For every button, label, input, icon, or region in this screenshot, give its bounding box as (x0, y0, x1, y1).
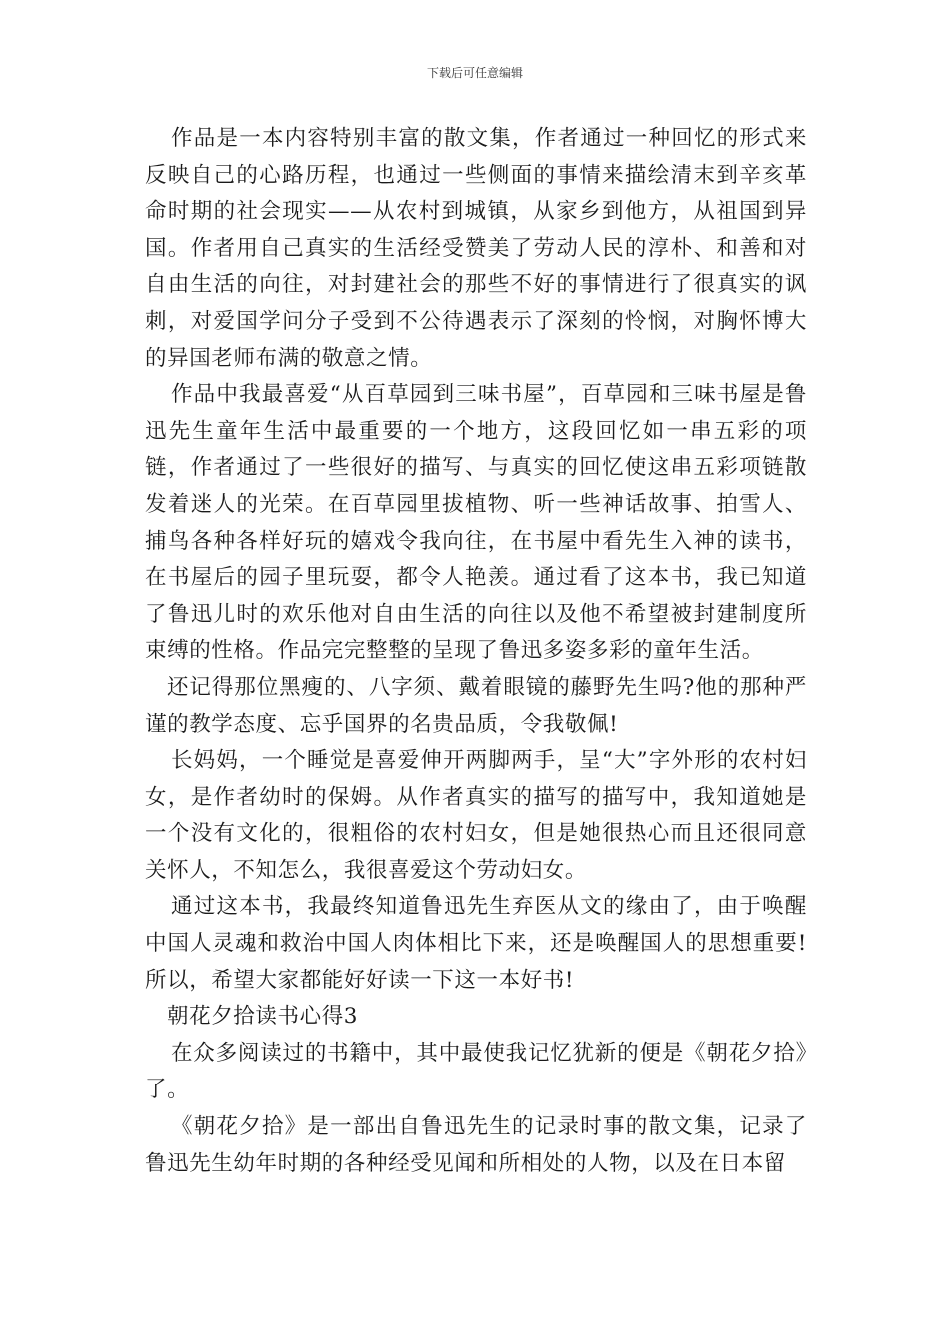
paragraph-changmama: 长妈妈，一个睡觉是喜爱伸开两脚两手，呈“大”字外形的农村妇女，是作者幼时的保姆。从作者真实的描写的描写中，我知道她是一个没有文化的，很粗俗的农村妇女，但是她很热心而且还很同意关怀人，不知怎么，我很喜爱这个劳动妇女。 (145, 748, 807, 883)
paragraph-section3-body: 《朝花夕拾》是一部出自鲁迅先生的记录时事的散文集，记录了鲁迅先生幼年时期的各种经受见闻和所相处的人物，以及在日本留 (145, 1114, 807, 1176)
section-heading: 朝花夕拾读书心得3 (167, 1004, 359, 1030)
paragraph-section3-intro: 在众多阅读过的书籍中，其中最使我记忆犹新的便是《朝花夕拾》了。 (145, 1040, 807, 1103)
paragraph-tengye: 还记得那位黑瘦的、八字须、戴着眼镜的藤野先生吗?他的那种严谨的教学态度、忘乎国界的名贵品质，令我敬佩! (145, 674, 807, 737)
document-body (145, 121, 807, 1182)
paragraph-baicaoyuan: 作品中我最喜爱“从百草园到三味书屋”，百草园和三味书屋是鲁迅先生童年生活中最重要的一个地方，这段回忆如一串五彩的项链，作者通过了一些很好的描写、与真实的回忆使这串五彩项链散发着迷人的光荣。在百草园里拔植物、听一些神话故事、拍雪人、捕鸟各种各样好玩的嬉戏令我向往，在书屋中看先生入神的读书，在书屋后的园子里玩耍，都令人艳羡。通过看了这本书，我已知道了鲁迅儿时的欢乐他对自由生活的向往以及他不希望被封建制度所束缚的性格。作品完完整整的呈现了鲁迅多姿多彩的童年生活。 (145, 382, 807, 664)
paragraph-conclusion: 通过这本书，我最终知道鲁迅先生弃医从文的缘由了，由于唤醒中国人灵魂和救治中国人肉体相比下来，还是唤醒国人的思想重要!所以，希望大家都能好好读一下这一本好书! (145, 894, 807, 993)
page-header: 下载后可任意编辑 (426, 66, 523, 80)
paragraph-intro: 作品是一本内容特别丰富的散文集，作者通过一种回忆的形式来反映自己的心路历程，也通过一些侧面的事情来描绘清末到辛亥革命时期的社会现实——从农村到城镇，从家乡到他方，从祖国到异国。作者用自己真实的生活经受赞美了劳动人民的淳朴、和善和对自由生活的向往，对封建社会的那些不好的事情进行了很真实的讽刺，对爱国学问分子受到不公待遇表示了深刻的怜悯，对胸怀博大的异国老师布满的敬意之情。 (145, 126, 807, 371)
